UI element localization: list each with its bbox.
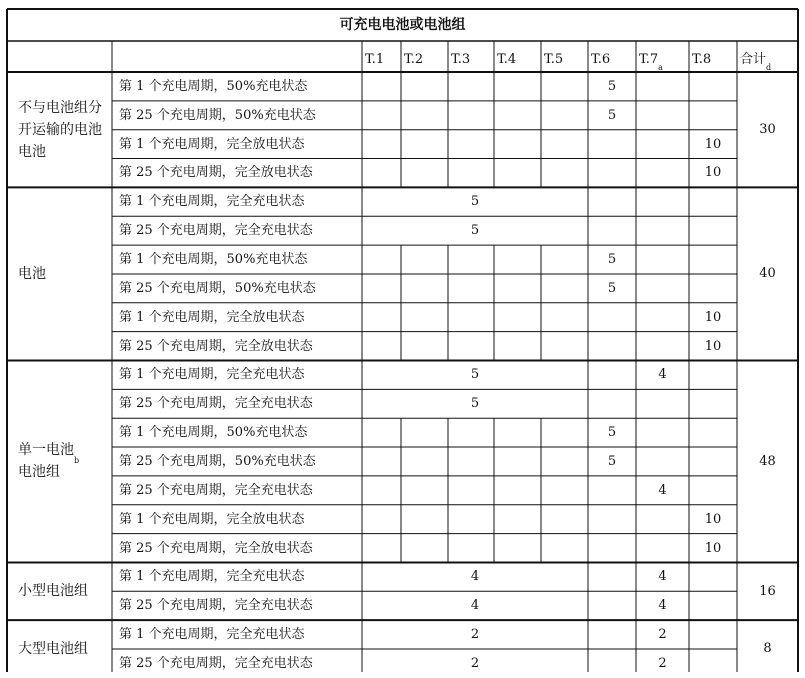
- row-description: 第 1 个充电周期，50%充电状态: [119, 425, 308, 441]
- row-description: 第 1 个充电周期，50%充电状态: [119, 78, 308, 94]
- row-description: 第 25 个充电周期，50%充电状态: [119, 453, 316, 469]
- test-value: 4: [658, 482, 667, 498]
- merged-test-value: 5: [470, 367, 480, 383]
- test-value: 4: [658, 598, 667, 614]
- merged-test-value: 4: [470, 598, 480, 614]
- group-total: 30: [759, 122, 776, 138]
- column-header: T.6: [591, 52, 611, 67]
- column-header: 合计 d: [740, 52, 772, 72]
- test-value: 5: [607, 425, 617, 441]
- merged-test-value: 5: [470, 194, 480, 210]
- row-description: 第 25 个充电周期，完全充电状态: [119, 655, 313, 671]
- row-description: 第 25 个充电周期，50%充电状态: [119, 280, 316, 296]
- row-description: 第 1 个充电周期，完全充电状态: [119, 194, 305, 210]
- test-value: 10: [704, 309, 722, 325]
- row-description: 第 25 个充电周期，50%充电状态: [119, 107, 316, 123]
- column-header: T.1: [365, 52, 385, 67]
- group-label: 单一电池 电池组 b: [18, 442, 80, 481]
- test-value: 10: [704, 338, 722, 354]
- column-header: T.3: [451, 52, 471, 67]
- test-value: 5: [607, 107, 617, 123]
- row-description: 第 1 个充电周期，完全充电状态: [119, 367, 305, 383]
- row-description: 第 1 个充电周期，完全充电状态: [119, 569, 305, 585]
- row-description: 第 1 个充电周期，完全放电状态: [119, 136, 305, 152]
- group-label: 电池: [18, 265, 46, 282]
- merged-test-value: 5: [470, 396, 480, 412]
- table-title: 可充电电池或电池组: [339, 16, 466, 33]
- test-value: 10: [704, 136, 722, 152]
- group-total: 16: [759, 583, 776, 599]
- row-description: 第 25 个充电周期，完全充电状态: [119, 223, 313, 239]
- column-header: T.5: [544, 52, 564, 67]
- test-value: 4: [658, 367, 667, 383]
- column-header: T.2: [404, 52, 424, 67]
- group-total: 8: [763, 641, 772, 657]
- row-description: 第 25 个充电周期，完全充电状态: [119, 598, 313, 614]
- test-value: 5: [607, 252, 617, 268]
- merged-test-value: 2: [470, 655, 480, 671]
- test-value: 4: [658, 569, 667, 585]
- column-header: T.8: [692, 52, 712, 67]
- row-description: 第 25 个充电周期，完全充电状态: [119, 482, 313, 498]
- group-total: 40: [759, 266, 776, 282]
- merged-test-value: 5: [470, 223, 480, 239]
- row-description: 第 25 个充电周期，完全放电状态: [119, 165, 313, 181]
- row-description: 第 1 个充电周期，完全放电状态: [119, 309, 305, 325]
- row-description: 第 25 个充电周期，完全充电状态: [119, 396, 313, 412]
- test-value: 2: [658, 627, 667, 643]
- test-value: 2: [658, 655, 667, 671]
- test-value: 5: [607, 280, 617, 296]
- row-description: 第 1 个充电周期，完全放电状态: [119, 511, 305, 527]
- group-label: 不与电池组分 开运输的电池 电池: [18, 99, 102, 160]
- group-label: 小型电池组: [18, 583, 88, 600]
- group-label: 大型电池组: [18, 640, 88, 657]
- row-description: 第 25 个充电周期，完全放电状态: [119, 540, 313, 556]
- merged-test-value: 2: [470, 627, 480, 643]
- column-header: T.4: [497, 52, 517, 67]
- test-value: 10: [704, 540, 722, 556]
- test-value: 10: [704, 511, 722, 527]
- row-description: 第 1 个充电周期，完全充电状态: [119, 627, 305, 643]
- row-description: 第 25 个充电周期，完全放电状态: [119, 338, 313, 354]
- group-total: 48: [759, 453, 776, 469]
- test-value: 5: [607, 453, 617, 469]
- test-value: 10: [704, 165, 722, 181]
- column-header: T.7 a: [639, 52, 663, 72]
- row-description: 第 1 个充电周期，50%充电状态: [119, 252, 308, 268]
- merged-test-value: 4: [470, 569, 480, 585]
- test-value: 5: [607, 78, 617, 94]
